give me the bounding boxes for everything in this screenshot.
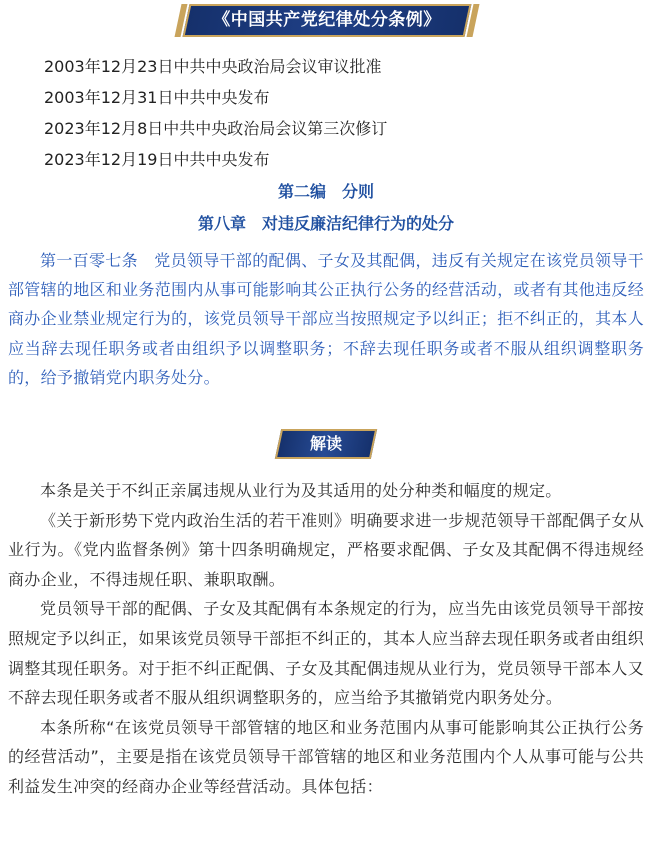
meta-line-release-2023: 2023年12月19日中共中央发布 (44, 150, 270, 169)
meta-line-release: 2003年12月31日中共中央发布 (44, 88, 270, 107)
interpretation-paragraph: 党员领导干部的配偶、子女及其配偶有本条规定的行为，应当先由该党员领导干部按照规定予以纠正，如果该党员领导干部拒不纠正的，其本人应当辞去现任职务或者由组织调整其现任职务。对于拒不纠正配偶、子女及其配偶违规从业行为，党员领导干部本人又不辞去现任职务或者不服从组织调整职务的，应当给予其撤销党内职务处分。 (8, 599, 644, 708)
meta-line-revision: 2023年12月8日中共中央政治局会议第三次修订 (44, 119, 388, 138)
interpretation-label: 解读 (309, 434, 342, 453)
chapter-heading: 第八章 对违反廉洁纪律行为的处分 (197, 214, 454, 233)
document-title: 《中国共产党纪律处分条例》 (213, 10, 441, 30)
article-text: 第一百零七条 党员领导干部的配偶、子女及其配偶，违反有关规定在该党员领导干部管辖的地区和业务范围内从事可能影响其公正执行公务的经营活动，或者有其他违反经商办企业禁业规定行为的，该党员领导干部应当按照规定予以纠正；拒不纠正的，其本人应当辞去现任职务或者由组织予以调整职务；不辞去现任职务或者不服从组织调整职务的，给予撤销党内职务处分。 (8, 251, 644, 387)
interpretation-body (8, 476, 644, 802)
meta-line-approval: 2003年12月23日中共中央政治局会议审议批准 (44, 57, 382, 76)
interpretation-paragraph: 本条是关于不纠正亲属违规从业行为及其适用的处分种类和幅度的规定。 (40, 481, 562, 500)
part-heading: 第二编 分则 (277, 182, 374, 201)
interpretation-paragraph: 《关于新形势下党内政治生活的若干准则》明确要求进一步规范领导干部配偶子女从业行为。《党内监督条例》第十四条明确规定，严格要求配偶、子女及其配偶不得违规经商办企业，不得违规任职、兼职取酬。 (8, 510, 644, 589)
interpretation-paragraph: 本条所称“在该党员领导干部管辖的地区和业务范围内从事可能影响其公正执行公务的经营活动”，主要是指在该党员领导干部管辖的地区和业务范围内个人从事可能与公共利益发生冲突的经商办企业等经营活动。具体包括： (8, 717, 644, 796)
